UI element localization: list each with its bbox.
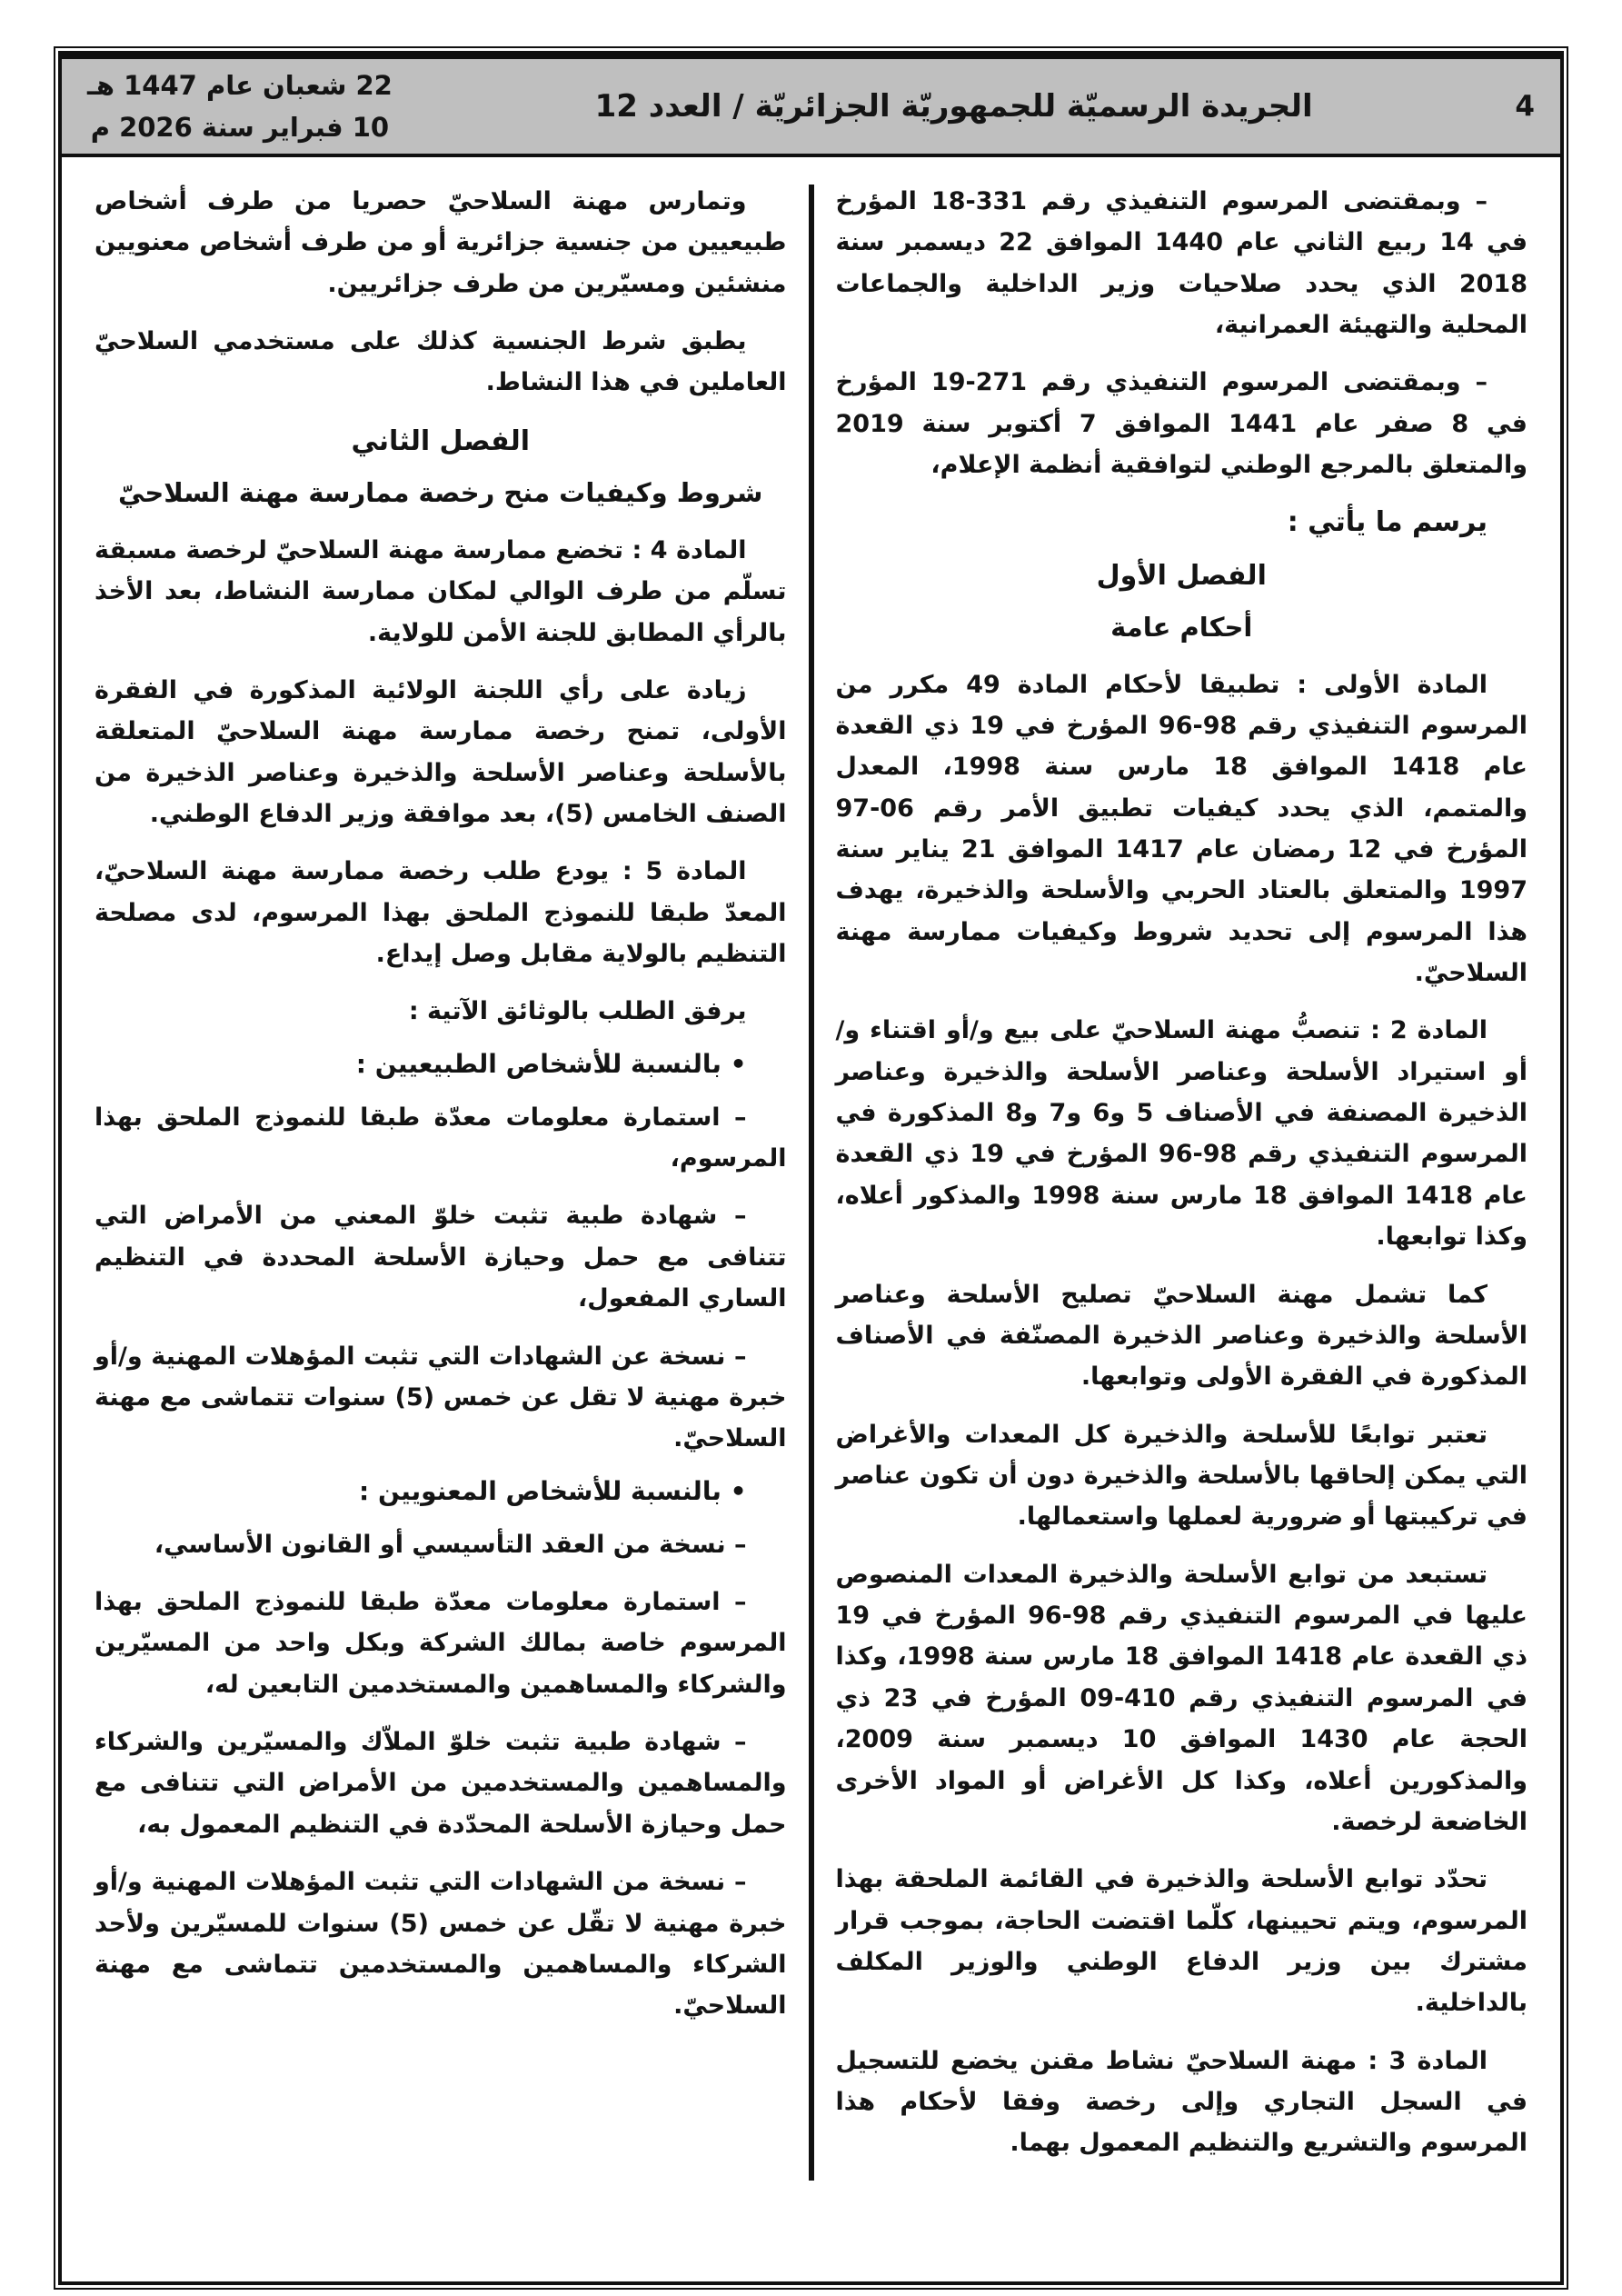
paragraph: تستبعد من توابع الأسلحة والذخيرة المعدات المنصوص عليها في المرسوم التنفيذي رقم 98-96 المؤرخ في 19 ذي القعدة عام 1418 الموافق 18 مارس سنة 1998، وكذا في المرسوم التنفيذي رقم 410-09 المؤرخ في 23 ذي الحجة عام 1430 الموافق 10 ديسمبر سنة 2009، والمذكورين أعلاه، وكذا كل الأغراض أو المواد الأخرى الخاضعة لرخصة.	[835, 1560, 1527, 1836]
list-item: – استمارة معلومات معدّة طبقا للنموذج الملحق بهذا المرسوم خاصة بمالك الشركة وبكل واحد من المسيّرين والشركاء والمساهمين والمستخدمين التابعين له،	[95, 1587, 787, 1699]
paragraph: تعتبر توابعًا للأسلحة والذخيرة كل المعدات والأغراض التي يمكن إلحاقها بالأسلحة والذخيرة دون أن تكون عناصر في تركيبتها أو ضرورية لعملها واستعمالها.	[835, 1420, 1527, 1532]
hijri-date: 22 شعبان عام 1447 هـ	[87, 69, 393, 101]
article-paragraph	[95, 851, 787, 974]
paragraph: كما تشمل مهنة السلاحيّ تصليح الأسلحة وعناصر الأسلحة والذخيرة وعناصر الذخيرة المصنّفة في الأصناف المذكورة في الفقرة الأولى وتوابعها.	[835, 1280, 1527, 1392]
article-paragraph	[95, 530, 787, 654]
paragraph: زيادة على رأي اللجنة الولائية المذكورة في الفقرة الأولى، تمنح رخصة ممارسة مهنة السلاحيّ المتعلقة بالأسلحة وعناصر الأسلحة والذخيرة وعناصر الذخيرة من الصنف الخامس (5)، بعد موافقة وزير الدفاع الوطني.	[95, 675, 787, 828]
list-item: – نسخة من الشهادات التي تثبت المؤهلات المهنية و/أو خبرة مهنية لا تقّل عن خمس (5) سنوات للمسيّرين ولأحد الشركاء والمساهمين والمستخدمين تتماشى مع مهنة السلاحيّ.	[95, 1868, 787, 2021]
article-number: المادة 4 :	[632, 535, 747, 564]
article-text: تنصبُّ مهنة السلاحيّ على بيع و/أو اقتناء و/أو استيراد الأسلحة وعناصر الأسلحة والذخيرة وعناصر الذخيرة المصنفة في الأصناف 5 و6 و7 و8 المذكورة في المرسوم التنفيذي رقم 98-96 المؤرخ في 19 ذي القعدة عام 1418 الموافق 18 مارس سنة 1998 والمذكور أعلاه، وكذا توابعها.	[835, 1016, 1528, 1252]
article-text: مهنة السلاحيّ نشاط مقنن يخضع للتسجيل في السجل التجاري وإلى رخصة وفقا لأحكام هذا المرسوم والتشريع والتنظيم المعمول بهما.	[835, 2046, 1527, 2158]
page-number: 4	[1515, 90, 1535, 123]
article-number: المادة 2 :	[1370, 1016, 1488, 1045]
article-number: المادة 5 :	[622, 857, 747, 886]
left-column	[82, 181, 800, 2181]
decree-formula: يرسم ما يأتي :	[1287, 505, 1488, 538]
list-item: – نسخة من العقد التأسيسي أو القانون الأساسي،	[154, 1530, 747, 1559]
gazette-title: الجريدة الرسميّة للجمهوريّة الجزائريّة / العدد 12	[594, 88, 1313, 125]
page-frame	[58, 51, 1564, 2285]
article-text: تطبيقا لأحكام المادة 49 مكرر من المرسوم التنفيذي رقم 98-96 المؤرخ في 19 ذي القعدة عام 1418 الموافق 18 مارس سنة 1998، المعدل والمتمم، الذي يحدد كيفيات تطبيق الأمر رقم 06-97 المؤرخ في 12 رمضان عام 1417 الموافق 21 يناير سنة 1997 والمتعلق بالعتاد الحربي والأسلحة والذخيرة، يهدف هذا المرسوم إلى تحديد شروط وكيفيات ممارسة مهنة السلاحيّ.	[835, 670, 1528, 988]
article-text: تخضع ممارسة مهنة السلاحيّ لرخصة مسبقة تسلّم من طرف الوالي لمكان ممارسة النشاط، بعد الأخذ بالرأي المطابق للجنة الأمن للولاية.	[95, 535, 787, 647]
list-item: – شهادة طبية تثبت خلوّ المعني من الأمراض التي تتنافى مع حمل وحيازة الأسلحة المحددة في التنظيم الساري المفعول،	[95, 1202, 787, 1313]
chapter-subheading: شروط وكيفيات منح رخصة ممارسة مهنة السلاحيّ	[118, 476, 763, 508]
chapter-heading: الفصل الأول	[1096, 559, 1267, 592]
chapter-heading: الفصل الثاني	[351, 424, 531, 457]
bullet-heading: • بالنسبة للأشخاص المعنويين :	[359, 1475, 747, 1506]
paragraph: يطبق شرط الجنسية كذلك على مستخدمي السلاحيّ العاملين في هذا النشاط.	[95, 327, 787, 397]
article-paragraph	[836, 1010, 1528, 1257]
chapter-subheading: أحكام عامة	[1110, 611, 1253, 643]
list-item: – استمارة معلومات معدّة طبقا للنموذج الملحق بهذا المرسوم،	[95, 1103, 787, 1173]
paragraph: وتمارس مهنة السلاحيّ حصريا من طرف أشخاص طبيعيين من جنسية جزائرية أو من طرف أشخاص معنويين منشئين ومسيّرين من طرف جزائريين.	[95, 187, 787, 298]
list-item: – شهادة طبية تثبت خلوّ الملاّك والمسيّرين والشركاء والمساهمين والمستخدمين من الأمراض التي تتنافى مع حمل وحيازة الأسلحة المحدّدة في التنظيم المعمول به،	[95, 1728, 787, 1839]
column-divider	[809, 185, 814, 2181]
list-item: – نسخة عن الشهادات التي تثبت المؤهلات المهنية و/أو خبرة مهنية لا تقل عن خمس (5) سنوات تتماشى مع مهنة السلاحيّ.	[95, 1342, 787, 1453]
article-number: المادة 3 :	[1368, 2046, 1488, 2075]
header-bar	[62, 59, 1560, 157]
article-paragraph	[836, 664, 1528, 994]
paragraph: يرفق الطلب بالوثائق الآتية :	[408, 997, 747, 1026]
article-text: يودع طلب رخصة ممارسة مهنة السلاحيّ، المعدّ طبقا للنموذج الملحق بهذا المرسوم، لدى مصلحة التنظيم بالولاية مقابل وصل إيداع.	[95, 857, 787, 969]
paragraph: تحدّد توابع الأسلحة والذخيرة في القائمة الملحقة بهذا المرسوم، ويتم تحيينها، كلّما اقتضت الحاجة، بموجب قرار مشترك بين وزير الدفاع الوطني والوزير المكلف بالداخلية.	[835, 1865, 1527, 2018]
right-column	[823, 181, 1541, 2181]
bullet-heading: • بالنسبة للأشخاص الطبيعيين :	[355, 1048, 747, 1079]
article-paragraph	[836, 2041, 1528, 2164]
paragraph: – وبمقتضى المرسوم التنفيذي رقم 331-18 المؤرخ في 14 ربيع الثاني عام 1440 الموافق 22 ديسمبر سنة 2018 الذي يحدد صلاحيات وزير الداخلية والجماعات المحلية والتهيئة العمرانية،	[835, 187, 1528, 340]
content-area	[62, 157, 1560, 2285]
article-number: المادة الأولى :	[1297, 670, 1488, 699]
header-dates	[87, 65, 393, 149]
paragraph: – وبمقتضى المرسوم التنفيذي رقم 271-19 المؤرخ في 8 صفر عام 1441 الموافق 7 أكتوبر سنة 2019 والمتعلق بالمرجع الوطني لتوافقية أنظمة الإعلام،	[835, 368, 1527, 480]
gregorian-date: 10 فبراير سنة 2026 م	[90, 112, 390, 143]
